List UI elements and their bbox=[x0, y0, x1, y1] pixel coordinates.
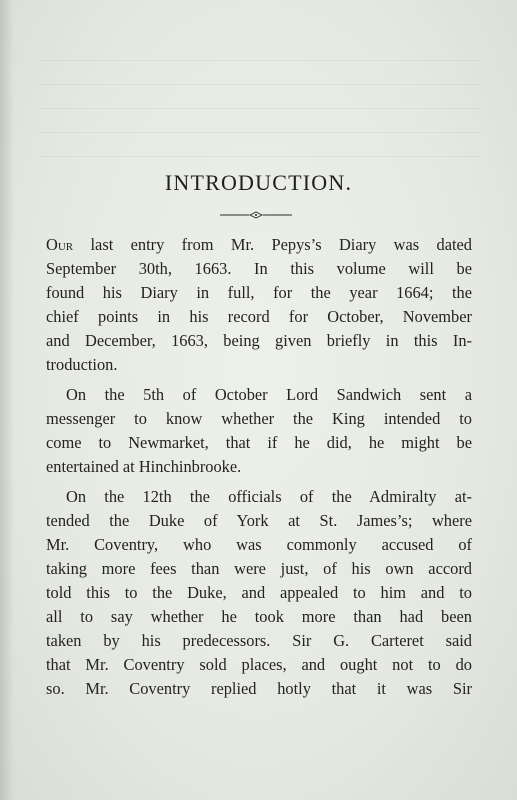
page-gutter-shadow bbox=[0, 0, 14, 800]
chapter-title: INTRODUCTION. bbox=[164, 170, 353, 195]
text-line: troduction. bbox=[46, 355, 118, 374]
text-line: that Mr. Coventry sold places, and ought not to do bbox=[46, 655, 472, 674]
text-line: so. Mr. Coventry replied hotly that it was Sir bbox=[46, 679, 472, 698]
text-line: found his Diary in full, for the year 1664; the bbox=[46, 283, 472, 302]
text-line: On the 5th of October Lord Sandwich sent a bbox=[66, 385, 472, 404]
text-line: On the 12th the officials of the Admiralty at- bbox=[66, 487, 472, 506]
text-line: Our last entry from Mr. Pepys’s Diary was dated bbox=[46, 235, 472, 254]
title-ornament bbox=[220, 210, 292, 220]
text-line: taken by his predecessors. Sir G. Carteret said bbox=[46, 631, 472, 650]
text-line: messenger to know whether the King intended to bbox=[46, 409, 472, 428]
text-line: tended the Duke of York at St. James’s; where bbox=[46, 511, 472, 530]
text-line: come to Newmarket, that if he did, he might be bbox=[46, 433, 472, 452]
text-line: all to say whether he took more than had been bbox=[46, 607, 472, 626]
text-line: and December, 1663, being given briefly in this In- bbox=[46, 331, 472, 350]
text-line: told this to the Duke, and appealed to him and to bbox=[46, 583, 472, 602]
show-through-text bbox=[40, 60, 480, 180]
text-line: Mr. Coventry, who was commonly accused of bbox=[46, 535, 472, 554]
small-caps-lead: Our bbox=[46, 235, 74, 254]
text-line: taking more fees than were just, of his own accord bbox=[46, 559, 472, 578]
text-line: September 30th, 1663. In this volume will be bbox=[46, 259, 472, 278]
text-line: entertained at Hinchinbrooke. bbox=[46, 457, 242, 476]
text-line: chief points in his record for October, November bbox=[46, 307, 472, 326]
body-text bbox=[46, 233, 472, 701]
